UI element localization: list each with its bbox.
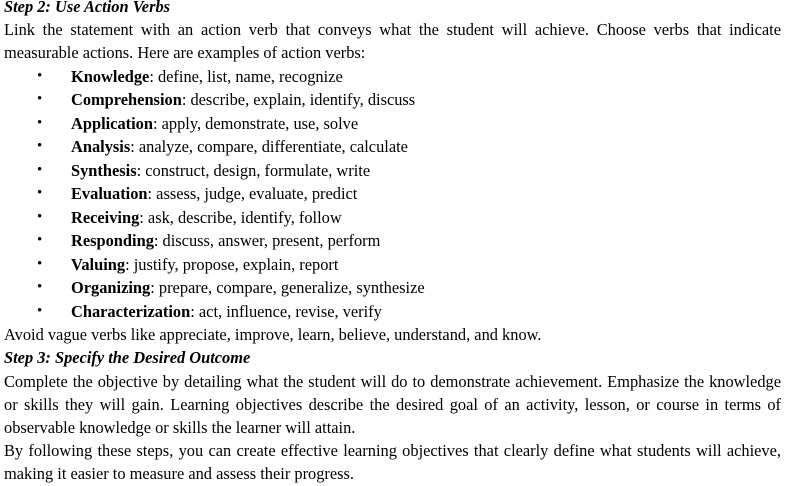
list-item-term: Evaluation: [71, 184, 148, 204]
list-item: [4, 159, 781, 183]
list-item-verbs: : apply, demonstrate, use, solve: [152, 113, 359, 133]
list-item: [4, 229, 781, 253]
list-item-term: Receiving: [71, 207, 140, 227]
list-item: [4, 253, 781, 277]
list-item: [4, 112, 781, 136]
step3-heading: Step 3: Specify the Desired Outcome: [4, 348, 251, 368]
bullet-icon: •: [37, 302, 43, 319]
list-item-verbs: : define, list, name, recognize: [149, 66, 343, 86]
bullet-icon: •: [37, 67, 43, 84]
bullet-icon: •: [37, 91, 43, 108]
action-verbs-list: [4, 65, 781, 324]
list-item: [4, 135, 781, 159]
bullet-icon: •: [37, 185, 43, 202]
list-item-verbs: : ask, describe, identify, follow: [139, 207, 342, 227]
step2-heading: Step 2: Use Action Verbs: [4, 0, 171, 16]
bullet-icon: •: [37, 255, 43, 272]
list-item-term: Characterization: [71, 301, 191, 321]
bullet-icon: •: [37, 279, 43, 296]
list-item-verbs: : analyze, compare, differentiate, calculate: [130, 137, 408, 157]
list-item-term: Analysis: [71, 137, 131, 157]
list-item-term: Comprehension: [71, 90, 182, 110]
list-item-term: Knowledge: [71, 66, 150, 86]
step2-intro: Link the statement with an action verb that conveys what the student will achieve. Choose verbs that indicate measurable actions. Here are examples of action verbs:: [4, 20, 781, 63]
bullet-icon: •: [37, 208, 43, 225]
avoid-vague-verbs-note: Avoid vague verbs like appreciate, improve, learn, believe, understand, and know.: [4, 325, 542, 345]
closing-paragraph: By following these steps, you can create effective learning objectives that clearly define what students will achieve, making it easier to measure and assess their progress.: [4, 441, 781, 484]
list-item-verbs: : justify, propose, explain, report: [125, 254, 339, 274]
list-item-verbs: : act, influence, revise, verify: [190, 301, 382, 321]
list-item-verbs: : assess, judge, evaluate, predict: [147, 184, 358, 204]
list-item-verbs: : construct, design, formulate, write: [136, 160, 371, 180]
list-item-verbs: : describe, explain, identify, discuss: [181, 90, 416, 110]
list-item-term: Responding: [71, 231, 154, 251]
list-item-verbs: : prepare, compare, generalize, synthesize: [150, 278, 425, 298]
list-item: [4, 206, 781, 230]
list-item-term: Valuing: [71, 254, 126, 274]
list-item: [4, 88, 781, 112]
step3-body: Complete the objective by detailing what the student will do to demonstrate achievement. Emphasize the knowledge or skills they will gain. Learning objectives describe the desired goal of an activity, lesson, or course in terms of observable knowledge or skills the learner will attain.: [4, 371, 781, 437]
list-item: [4, 276, 781, 300]
list-item: [4, 300, 781, 324]
list-item-verbs: : discuss, answer, present, perform: [153, 231, 381, 251]
list-item: [4, 182, 781, 206]
list-item: [4, 65, 781, 89]
bullet-icon: •: [37, 232, 43, 249]
list-item-term: Synthesis: [71, 160, 137, 180]
list-item-term: Application: [71, 113, 153, 133]
list-item-term: Organizing: [71, 278, 151, 298]
bullet-icon: •: [37, 138, 43, 155]
bullet-icon: •: [37, 161, 43, 178]
bullet-icon: •: [37, 114, 43, 131]
